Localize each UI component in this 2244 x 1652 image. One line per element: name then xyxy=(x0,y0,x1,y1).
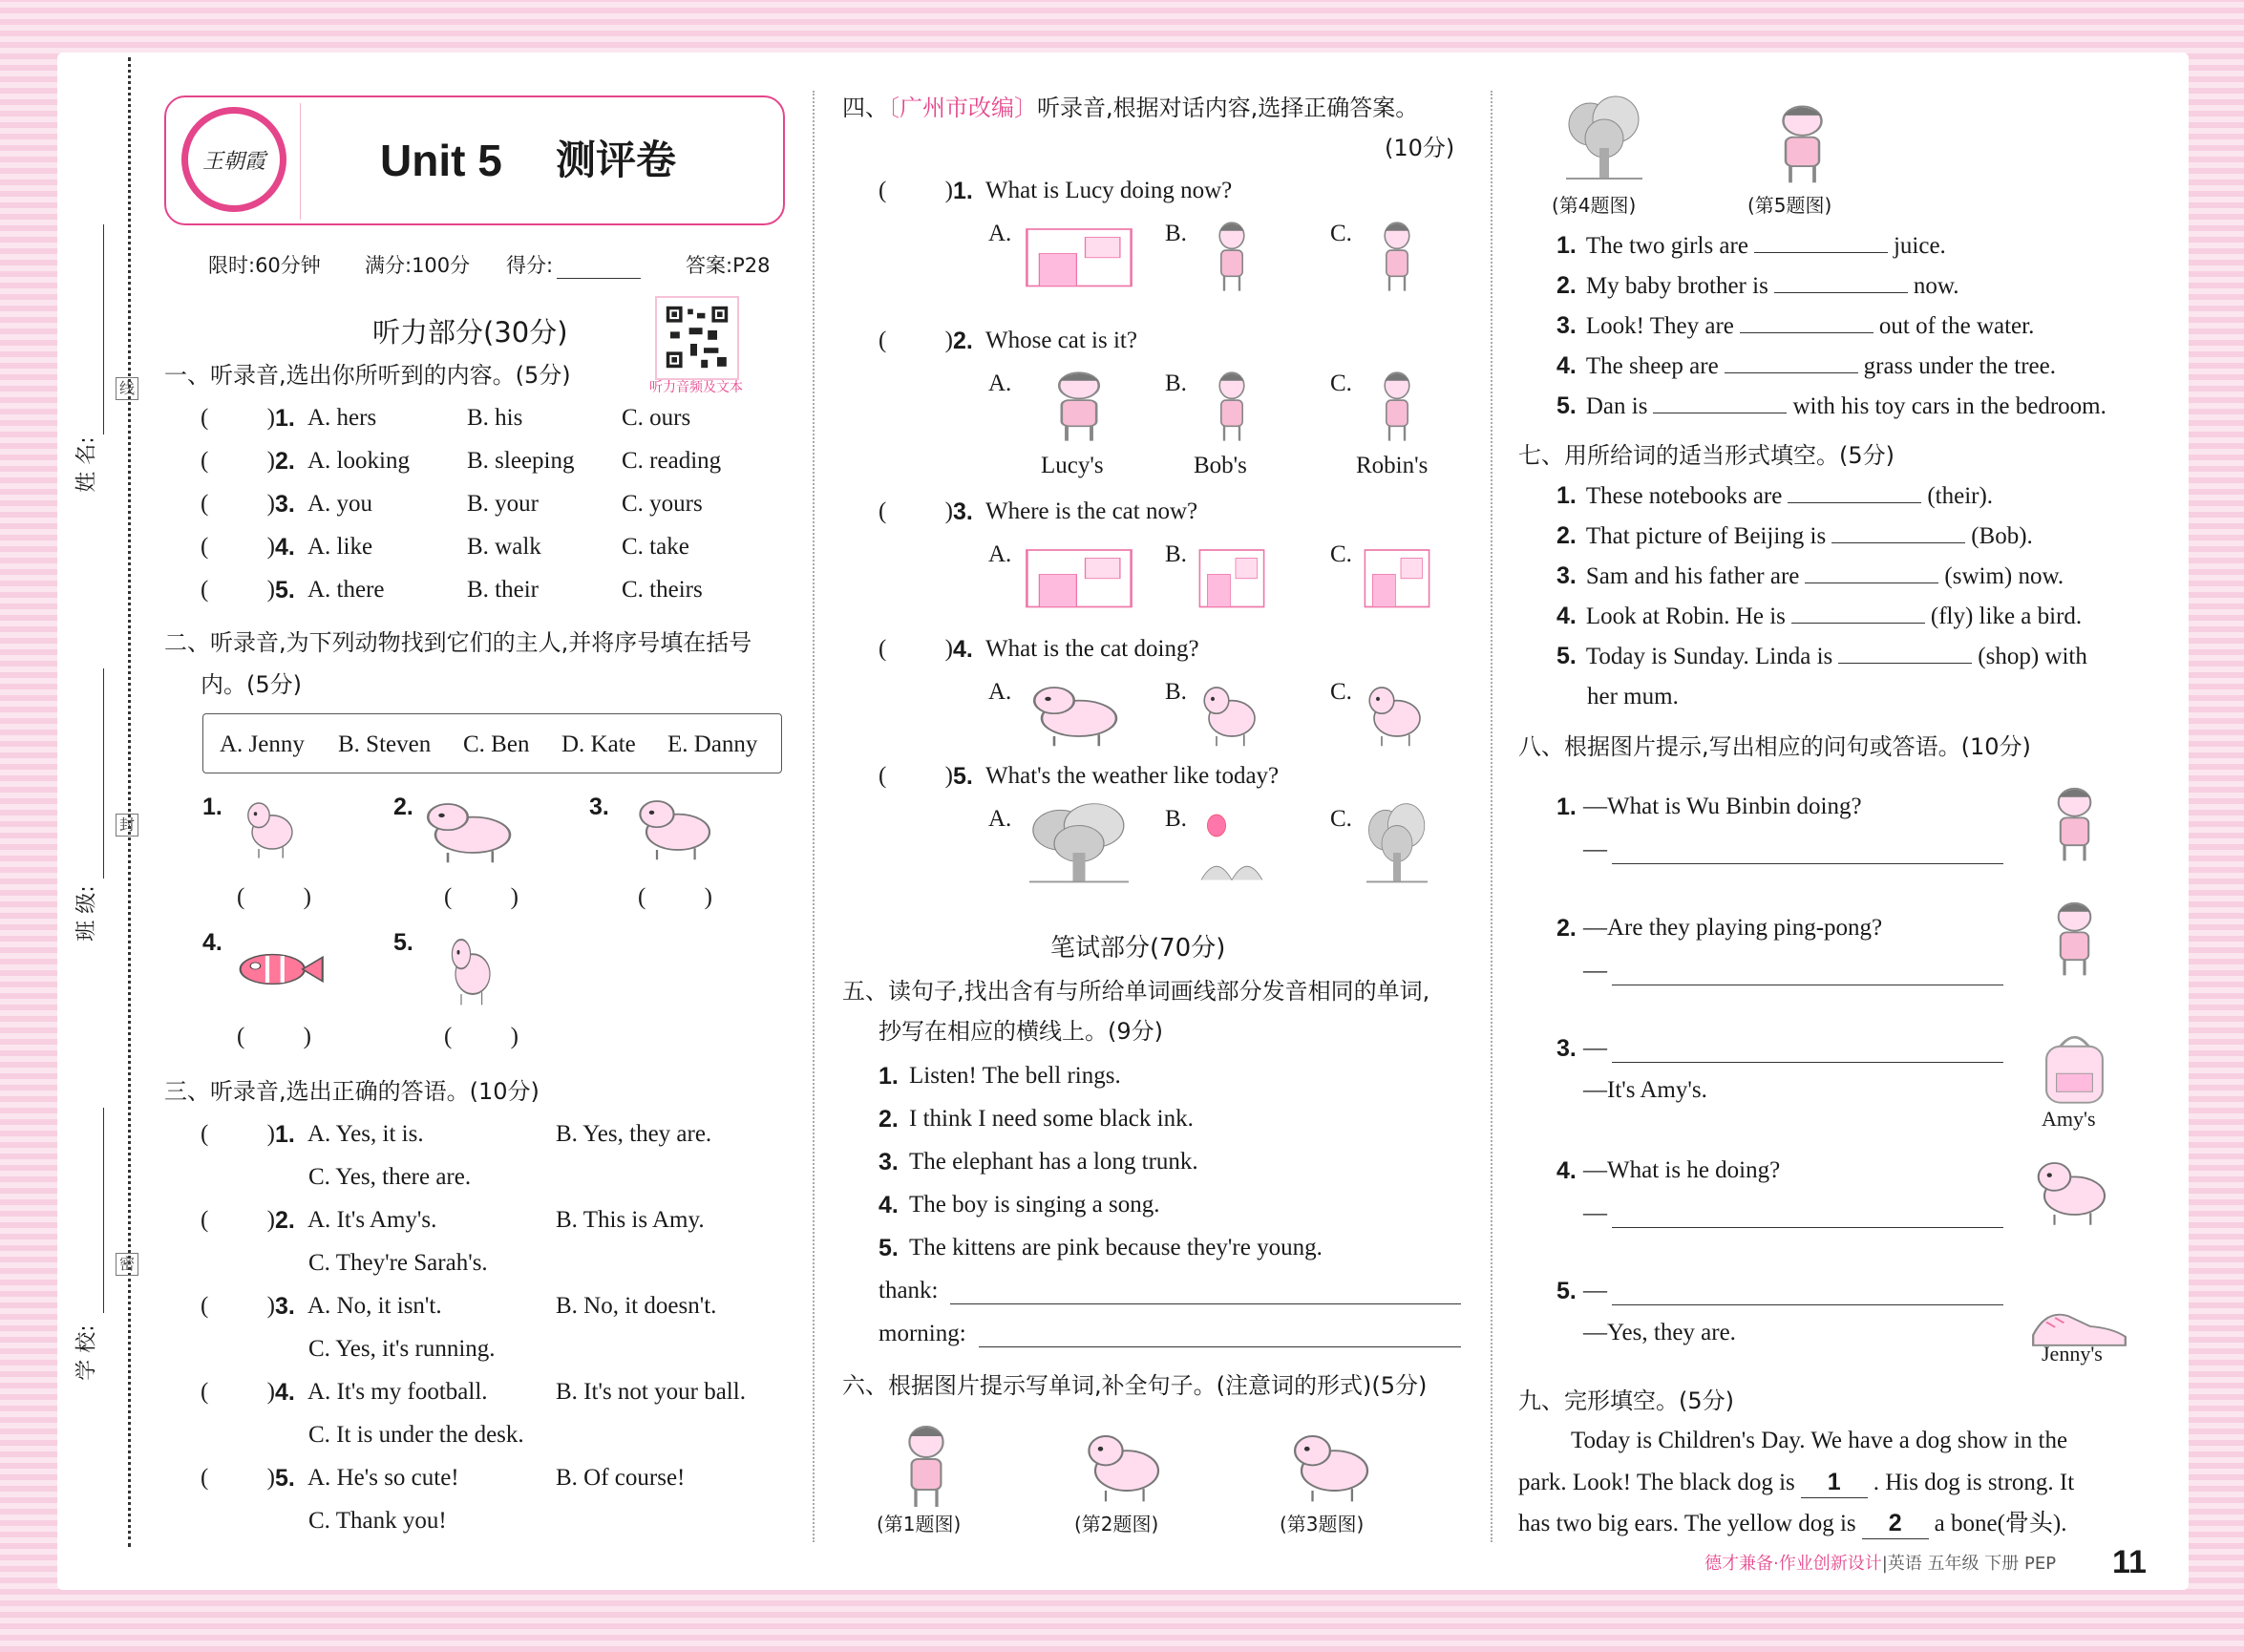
item-number: 2. xyxy=(275,448,295,475)
listening-title: 听力部分(30分) xyxy=(372,316,568,349)
answer-paren-blank[interactable] xyxy=(201,489,275,519)
hint-picture xyxy=(2024,1024,2125,1114)
option-picture xyxy=(1194,534,1270,615)
question-dash: — xyxy=(1583,1035,1607,1061)
answer-dash: — xyxy=(1583,958,1607,984)
item-number: 3. xyxy=(953,498,973,525)
picture-caption: Robin's xyxy=(1356,453,1429,478)
item-number: 1. xyxy=(275,405,295,432)
option-b[interactable]: B. No, it doesn't. xyxy=(556,1293,717,1319)
option-c[interactable]: C. take xyxy=(622,534,689,560)
animal-number: 5. xyxy=(393,929,413,956)
fill-blank[interactable] xyxy=(1838,641,1972,664)
dog-icon xyxy=(239,788,306,864)
section4-score: (10分) xyxy=(1385,135,1455,161)
option-picture xyxy=(1194,213,1270,294)
section4-heading xyxy=(842,93,1418,123)
answer-paren-blank[interactable] xyxy=(444,1022,519,1052)
boy-cars-picture xyxy=(1743,95,1862,186)
item-number: 5. xyxy=(1556,643,1577,669)
picture-caption: Jenny's xyxy=(2042,1342,2103,1366)
fill-blank[interactable] xyxy=(1831,520,1965,543)
item-number: 5. xyxy=(275,577,295,604)
option-label[interactable]: B. xyxy=(1165,221,1187,246)
item-number: 2. xyxy=(1556,522,1577,549)
question-text: What's the weather like today? xyxy=(985,763,1280,789)
frogs-picture xyxy=(1280,1418,1389,1509)
item-number: 4. xyxy=(1556,352,1577,379)
section2-heading: 二、听录音,为下列动物找到它们的主人,并将序号填在括号 xyxy=(164,629,752,656)
sentence-text: The elephant has a long trunk. xyxy=(909,1149,1198,1175)
item-number: 5. xyxy=(275,1465,295,1492)
cloze-blank-1[interactable]: 1 xyxy=(1801,1467,1868,1498)
question-text: What is the cat doing? xyxy=(985,636,1199,662)
question-text: —Are they playing ping-pong? xyxy=(1583,915,1883,941)
fill-sentence xyxy=(1556,391,2106,422)
option-a[interactable]: A. It's Amy's. xyxy=(307,1207,437,1233)
seal-box: 封 xyxy=(116,814,138,837)
option-b[interactable]: B. your xyxy=(467,491,539,517)
item-number: 4. xyxy=(953,636,973,663)
option-label[interactable]: A. xyxy=(988,541,1012,567)
answer-paren-blank[interactable] xyxy=(201,1463,275,1493)
item-number: 4. xyxy=(275,1379,295,1406)
footer-brand: 德才兼备·作业创新设计 xyxy=(1704,1554,1882,1574)
fill-blank[interactable] xyxy=(1774,270,1908,293)
time-limit: 限时:60分钟 xyxy=(208,254,321,277)
answer-paren-blank[interactable] xyxy=(201,532,275,562)
score-input[interactable] xyxy=(557,277,641,279)
hint-picture xyxy=(2024,1146,2125,1232)
item-number: 4. xyxy=(1556,1157,1577,1184)
fill-blank[interactable] xyxy=(1791,601,1925,624)
answer-dash: — xyxy=(1583,837,1607,862)
owner-name: B. Steven xyxy=(338,731,432,757)
title: Unit 5 xyxy=(380,136,502,185)
option-label[interactable]: B. xyxy=(1165,541,1187,567)
source-tag: 〔广州市改编〕 xyxy=(888,95,1037,121)
sentence-start: The sheep are xyxy=(1585,353,1719,379)
option-c[interactable]: C. Yes, it's running. xyxy=(308,1336,496,1362)
answer-paren-blank[interactable] xyxy=(201,1119,275,1150)
option-b[interactable]: B. their xyxy=(467,577,539,603)
answer-paren-blank[interactable] xyxy=(879,634,953,665)
item-number: 2. xyxy=(953,328,973,354)
option-b[interactable]: B. Yes, they are. xyxy=(556,1121,712,1147)
answer-paren-blank[interactable] xyxy=(444,882,519,913)
section9-heading: 九、完形填空。(5分) xyxy=(1518,1387,1734,1414)
option-c[interactable]: C. They're Sarah's. xyxy=(308,1250,488,1276)
fill-sentence xyxy=(1556,270,1959,302)
answer-dash: — xyxy=(1583,1200,1607,1226)
pig-icon xyxy=(411,788,535,869)
item-number: 5. xyxy=(1556,392,1577,419)
fill-blank[interactable] xyxy=(1805,561,1938,583)
answer-paren-blank[interactable] xyxy=(879,497,953,527)
sentence-text: The boy is singing a song. xyxy=(909,1192,1160,1218)
animal-number: 4. xyxy=(202,929,222,956)
sentence-number: 3. xyxy=(879,1149,899,1175)
answer-line[interactable] xyxy=(1612,862,2003,864)
item-number: 4. xyxy=(275,534,295,561)
class-field-line[interactable] xyxy=(103,668,104,879)
qr-frame xyxy=(655,296,739,380)
sentence-end: (shop) with xyxy=(1978,644,2087,669)
fill-sentence xyxy=(1556,230,1946,262)
sentence-start: That picture of Beijing is xyxy=(1585,523,1827,549)
fill-sentence xyxy=(1556,310,2034,342)
section3-heading: 三、听录音,选出正确的答语。(10分) xyxy=(164,1078,540,1105)
option-label[interactable]: C. xyxy=(1330,541,1352,567)
sentence-start: The two girls are xyxy=(1585,233,1748,259)
seal-box: 密 xyxy=(116,1253,138,1276)
owner-name: C. Ben xyxy=(463,731,530,757)
fill-blank[interactable] xyxy=(1740,310,1874,333)
option-b[interactable]: B. sleeping xyxy=(467,448,575,474)
cloze-line: Today is Children's Day. We have a dog show in the xyxy=(1571,1428,2068,1453)
answer-paren-blank[interactable] xyxy=(879,761,953,792)
option-a[interactable]: A. He's so cute! xyxy=(307,1465,459,1491)
binding-dotted-line xyxy=(128,57,131,1547)
owner-name: A. Jenny xyxy=(220,731,305,757)
sheep-tree-picture xyxy=(1556,91,1652,186)
option-c[interactable]: C. ours xyxy=(622,405,691,431)
hint-picture xyxy=(2024,893,2125,979)
animal-number: 3. xyxy=(589,794,609,820)
section2-heading-cont: 内。(5分) xyxy=(201,671,302,698)
item-number: 2. xyxy=(275,1207,295,1234)
sentence-text: I think I need some black ink. xyxy=(909,1106,1194,1132)
option-label[interactable]: A. xyxy=(988,371,1012,396)
sentence-end: grass under the tree. xyxy=(1863,353,2056,379)
option-picture xyxy=(1194,798,1270,889)
sentence-end: now. xyxy=(1913,273,1959,299)
answer-paren-blank[interactable] xyxy=(237,1022,311,1052)
item-number: 3. xyxy=(1556,562,1577,589)
sentence-number: 2. xyxy=(879,1106,899,1133)
fill-sentence xyxy=(1556,641,2087,672)
bird-icon xyxy=(625,785,730,866)
sentence-start: Today is Sunday. Linda is xyxy=(1585,644,1833,669)
sentence-end: (Bob). xyxy=(1971,523,2033,549)
item-number: 2. xyxy=(1556,272,1577,299)
picture-caption: (第1题图) xyxy=(877,1513,962,1536)
option-c[interactable]: C. yours xyxy=(622,491,703,517)
option-label[interactable]: B. xyxy=(1165,679,1187,705)
option-label[interactable]: B. xyxy=(1165,806,1187,832)
animal-number: 1. xyxy=(202,794,222,820)
logo-text: 王朝霞 xyxy=(201,149,265,174)
option-picture xyxy=(1359,534,1435,615)
question-dash: — xyxy=(1583,1278,1607,1303)
seal-box: 线 xyxy=(116,377,138,400)
section1-heading: 一、听录音,选出你所听到的内容。(5分) xyxy=(164,362,571,389)
item-number: 2. xyxy=(1556,915,1577,942)
item-number: 5. xyxy=(1556,1278,1577,1304)
footer xyxy=(1704,1549,2056,1579)
fill-blank[interactable] xyxy=(1653,391,1787,413)
option-picture xyxy=(1194,671,1270,752)
fill-blank[interactable] xyxy=(1754,230,1888,253)
answer-page: 答案:P28 xyxy=(686,254,771,277)
answer-paren-blank[interactable] xyxy=(879,176,953,206)
answer-line[interactable] xyxy=(950,1303,1461,1304)
sentence-text: The kittens are pink because they're young. xyxy=(909,1235,1323,1260)
option-c[interactable]: C. reading xyxy=(622,448,722,474)
option-picture xyxy=(1017,798,1141,889)
option-a[interactable]: A. there xyxy=(307,577,385,603)
heading-text: 听录音,根据对话内容,选择正确答案。 xyxy=(1037,95,1419,121)
heading-prefix: 四、 xyxy=(842,95,888,121)
option-b[interactable]: B. This is Amy. xyxy=(556,1207,705,1233)
cloze-text: has two big ears. The yellow dog is xyxy=(1518,1511,1856,1536)
answer-paren-blank[interactable] xyxy=(638,882,712,913)
option-picture xyxy=(1017,213,1141,294)
option-label[interactable]: C. xyxy=(1330,221,1352,246)
picture-caption: Lucy's xyxy=(1041,453,1104,478)
title-cn: 测评卷 xyxy=(556,138,677,182)
answer-paren-blank[interactable] xyxy=(201,1377,275,1408)
answer-line[interactable] xyxy=(1612,984,2003,985)
sentence-continuation: her mum. xyxy=(1587,684,1679,710)
answer-paren-blank[interactable] xyxy=(201,575,275,605)
answer-line[interactable] xyxy=(1612,1226,2003,1228)
picture-caption: (第4题图) xyxy=(1552,194,1637,217)
answer-line[interactable] xyxy=(1612,1061,2003,1063)
sentence-end: juice. xyxy=(1893,233,1946,259)
fill-blank[interactable] xyxy=(1788,480,1921,503)
sentence-end: (fly) like a bird. xyxy=(1930,604,2083,629)
column-divider xyxy=(813,91,815,1542)
word-label: morning: xyxy=(879,1321,966,1346)
option-c[interactable]: C. theirs xyxy=(622,577,703,603)
name-field-line[interactable] xyxy=(103,224,104,434)
picture-caption: (第3题图) xyxy=(1280,1513,1365,1536)
sentence-start: These notebooks are xyxy=(1585,483,1783,509)
word-label: thank: xyxy=(879,1278,939,1303)
item-number: 1. xyxy=(1556,794,1577,820)
animal-number: 2. xyxy=(393,794,413,820)
question-text: Whose cat is it? xyxy=(985,328,1137,353)
writing-title: 笔试部分(70分) xyxy=(1050,934,1226,963)
option-b[interactable]: B. Of course! xyxy=(556,1465,686,1491)
column-divider xyxy=(1491,91,1492,1542)
option-picture xyxy=(1359,363,1435,444)
question-text: Where is the cat now? xyxy=(985,498,1198,524)
picture-caption: Amy's xyxy=(2042,1107,2096,1131)
option-label[interactable]: C. xyxy=(1330,679,1352,705)
sentence-start: My baby brother is xyxy=(1585,273,1768,299)
fill-sentence xyxy=(1556,561,2064,592)
banner-divider xyxy=(300,103,301,220)
fill-sentence xyxy=(1556,520,2033,552)
name-field-label: 姓 名: xyxy=(74,436,99,493)
option-c[interactable]: C. It is under the desk. xyxy=(308,1422,524,1448)
sentence-text: Listen! The bell rings. xyxy=(909,1063,1121,1089)
answer-paren-blank[interactable] xyxy=(201,1291,275,1322)
section8-heading: 八、根据图片提示,写出相应的问句或答语。(10分) xyxy=(1518,733,2031,760)
question-text: —What is Wu Binbin doing? xyxy=(1583,794,1862,819)
item-number: 3. xyxy=(275,1293,295,1320)
option-picture xyxy=(1017,671,1141,752)
full-score: 满分:100分 xyxy=(365,254,471,277)
answer-paren-blank[interactable] xyxy=(201,403,275,434)
sentence-end: (swim) now. xyxy=(1944,563,2064,589)
option-picture xyxy=(1017,534,1141,615)
cloze-blank-2[interactable]: 2 xyxy=(1862,1508,1929,1539)
sentence-end: out of the water. xyxy=(1878,313,2035,339)
answer-paren-blank[interactable] xyxy=(237,882,311,913)
answer-line[interactable] xyxy=(979,1345,1461,1347)
question-text: —What is he doing? xyxy=(1583,1157,1781,1183)
option-a[interactable]: A. It's my football. xyxy=(307,1379,488,1405)
sentence-number: 5. xyxy=(879,1235,899,1261)
answer-text: —Yes, they are. xyxy=(1583,1320,1736,1345)
section5-heading: 五、读句子,找出含有与所给单词画线部分发音相同的单词, xyxy=(842,978,1430,1005)
item-number: 1. xyxy=(275,1121,295,1148)
answer-text: —It's Amy's. xyxy=(1583,1077,1707,1103)
answer-paren-blank[interactable] xyxy=(201,446,275,477)
cloze-text: a bone(骨头). xyxy=(1934,1511,2067,1536)
option-b[interactable]: B. It's not your ball. xyxy=(556,1379,746,1405)
option-c[interactable]: C. Thank you! xyxy=(308,1508,447,1534)
cloze-text: . His dog is strong. It xyxy=(1873,1470,2075,1495)
option-picture xyxy=(1017,363,1141,444)
option-label[interactable]: A. xyxy=(988,806,1012,832)
section7-heading: 七、用所给词的适当形式填空。(5分) xyxy=(1518,442,1895,469)
class-field-label: 班 级: xyxy=(74,885,99,942)
chick-icon xyxy=(444,921,501,1012)
section5-heading-cont: 抄写在相应的横线上。(9分) xyxy=(879,1018,1163,1045)
option-picture xyxy=(1194,363,1270,444)
option-b[interactable]: B. his xyxy=(467,405,523,431)
item-number: 4. xyxy=(1556,603,1577,629)
cloze-line xyxy=(1518,1467,2074,1498)
hint-picture xyxy=(2024,778,2125,864)
question-text: What is Lucy doing now? xyxy=(985,178,1233,203)
school-field-line[interactable] xyxy=(103,1108,104,1313)
score-label: 得分: xyxy=(506,254,554,277)
option-a[interactable]: A. looking xyxy=(307,448,410,474)
option-a[interactable]: A. hers xyxy=(307,405,377,431)
option-a[interactable]: A. like xyxy=(307,534,373,560)
option-label[interactable]: A. xyxy=(988,221,1012,246)
answer-line[interactable] xyxy=(1612,1303,2003,1305)
item-number: 3. xyxy=(1556,312,1577,339)
option-a[interactable]: A. you xyxy=(307,491,373,517)
girls-juice-picture xyxy=(874,1415,979,1511)
answer-paren-blank[interactable] xyxy=(201,1205,275,1236)
option-picture xyxy=(1359,213,1435,294)
item-number: 5. xyxy=(953,763,973,790)
option-b[interactable]: B. walk xyxy=(467,534,541,560)
owner-name: E. Danny xyxy=(667,731,758,757)
picture-caption: (第5题图) xyxy=(1747,194,1832,217)
sentence-start: Dan is xyxy=(1585,393,1648,419)
picture-caption: (第2题图) xyxy=(1074,1513,1159,1536)
fill-sentence xyxy=(1556,601,2082,632)
option-label[interactable]: A. xyxy=(988,679,1012,705)
sentence-start: Sam and his father are xyxy=(1585,563,1800,589)
qr-caption: 听力音频及文本 xyxy=(649,380,743,395)
footer-info: |英语 五年级 下册 PEP xyxy=(1881,1554,2057,1574)
sentence-start: Look! They are xyxy=(1585,313,1734,339)
cloze-text: park. Look! The black dog is xyxy=(1518,1470,1795,1495)
fill-blank[interactable] xyxy=(1725,350,1858,373)
picture-caption: Bob's xyxy=(1194,453,1247,478)
option-label[interactable]: C. xyxy=(1330,806,1352,832)
item-number: 3. xyxy=(275,491,295,518)
item-number: 1. xyxy=(1556,482,1577,509)
option-a[interactable]: A. Yes, it is. xyxy=(307,1121,424,1147)
brand-logo xyxy=(181,107,286,212)
baby-picture xyxy=(1074,1418,1179,1509)
fish-icon xyxy=(227,936,328,1003)
item-number: 3. xyxy=(1556,1035,1577,1062)
sentence-end: with his toy cars in the bedroom. xyxy=(1792,393,2106,419)
item-number: 1. xyxy=(1556,232,1577,259)
section6-heading: 六、根据图片提示写单词,补全句子。(注意词的形式)(5分) xyxy=(842,1372,1428,1399)
option-label[interactable]: B. xyxy=(1165,371,1187,396)
page-number: 11 xyxy=(2112,1544,2147,1580)
sentence-end: (their). xyxy=(1927,483,1994,509)
fill-sentence xyxy=(1556,480,1993,512)
school-field-label: 学 校: xyxy=(74,1324,99,1381)
option-a[interactable]: A. No, it isn't. xyxy=(307,1293,442,1319)
fill-sentence xyxy=(1556,350,2056,382)
sentence-number: 4. xyxy=(879,1192,899,1218)
item-number: 1. xyxy=(953,178,973,204)
answer-paren-blank[interactable] xyxy=(879,326,953,356)
cloze-line xyxy=(1518,1508,2067,1539)
sentence-start: Look at Robin. He is xyxy=(1585,604,1786,629)
sentence-number: 1. xyxy=(879,1063,899,1090)
option-picture xyxy=(1359,671,1435,752)
owner-name: D. Kate xyxy=(561,731,636,757)
option-label[interactable]: C. xyxy=(1330,371,1352,396)
option-picture xyxy=(1359,798,1435,889)
option-c[interactable]: C. Yes, there are. xyxy=(308,1164,472,1190)
